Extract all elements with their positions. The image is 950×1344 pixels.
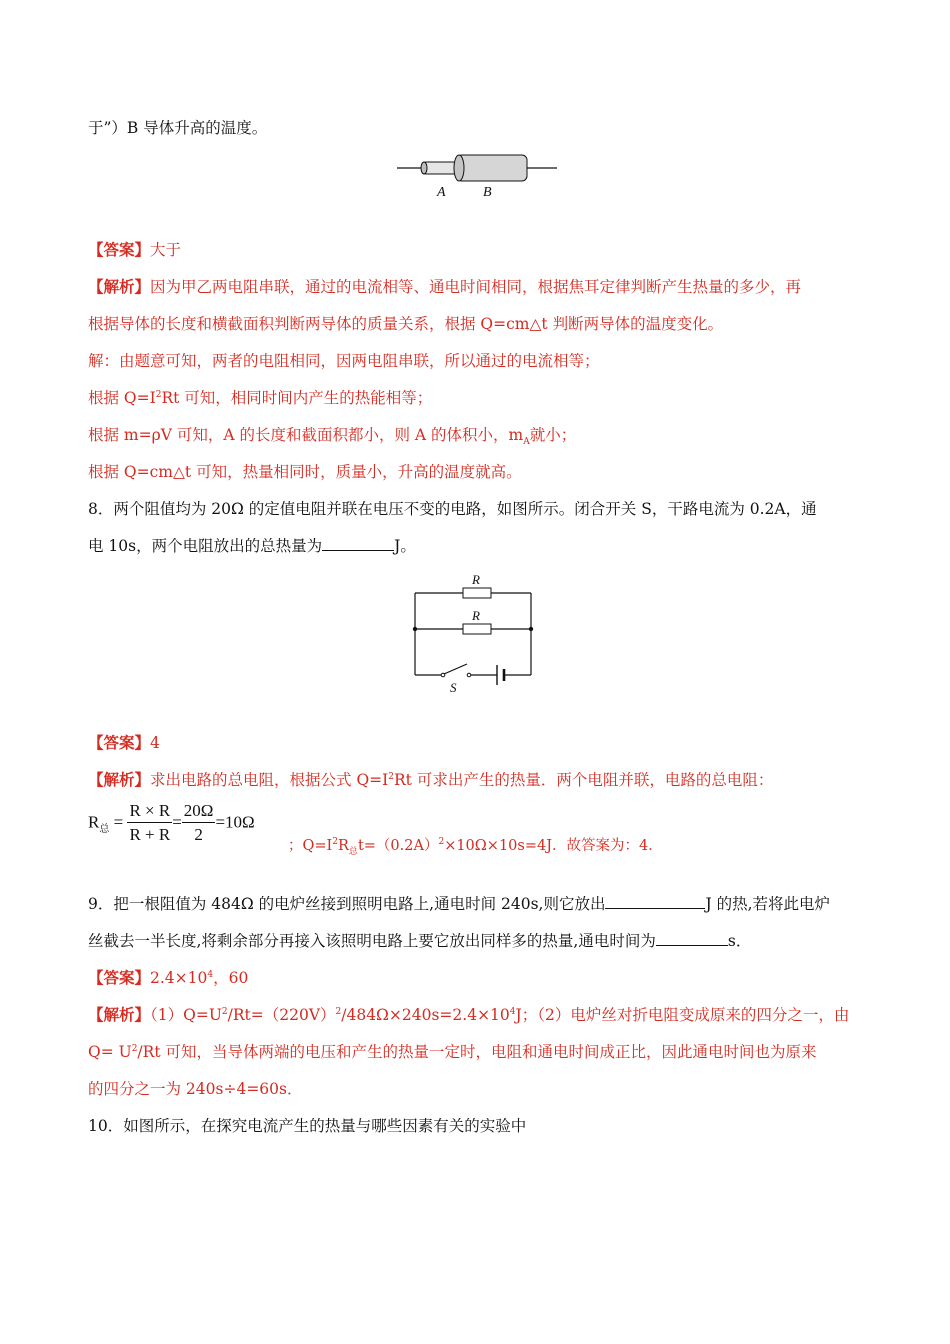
answer-blank — [605, 894, 705, 909]
answer-value: 4 — [150, 734, 160, 752]
conductor-a-end — [421, 162, 427, 174]
superscript: 2 — [131, 1043, 138, 1054]
subscript: 总 — [348, 846, 358, 857]
superscript: 2 — [155, 389, 162, 400]
answer-value: 2.4×10 — [150, 969, 208, 987]
analysis-tag: 【解析】 — [88, 1005, 151, 1024]
answer-7 — [88, 240, 181, 260]
formula-lhs: R — [88, 812, 100, 832]
switch-label: S — [450, 680, 457, 695]
analysis-7-line-2 — [88, 314, 723, 334]
analysis-9-line-1 — [88, 1005, 849, 1025]
analysis-7-line-6 — [88, 462, 522, 482]
label-b: B — [483, 185, 492, 200]
fraction-1-denominator: R + R — [129, 825, 171, 844]
text: Rt 可求出产生的热量．两个电阻并联，电路的总电阻： — [394, 771, 774, 789]
switch-lever — [444, 664, 467, 674]
junction-left — [413, 627, 417, 631]
text: Rt 可知，相同时间内产生的热能相等； — [161, 389, 433, 407]
answer-9 — [88, 968, 248, 988]
question-10 — [88, 1116, 526, 1136]
analysis-9-line-3 — [88, 1079, 302, 1099]
answer-tag: 【答案】 — [88, 240, 151, 259]
text: 丝截去一半长度,将剩余部分再接入该照明电路上要它放出同样多的热量,通电时间为 — [88, 932, 656, 950]
conductor-diagram — [395, 150, 560, 202]
analysis-9-line-2 — [88, 1042, 816, 1062]
question-8-line-2 — [88, 536, 416, 556]
question-9-line-1 — [88, 894, 830, 914]
resistor-top-label: R — [472, 572, 480, 587]
analysis-8-line-2 — [288, 836, 663, 856]
fraction-2-numerator: 20Ω — [182, 800, 216, 823]
formula-equals: = — [113, 812, 124, 832]
answer-value: ，60 — [213, 969, 249, 987]
formula-equals: = — [172, 812, 182, 832]
fraction-2-denominator: 2 — [194, 825, 203, 844]
conductor-b — [457, 155, 527, 181]
text: 根据 m=ρV 可知，A 的长度和截面积都小，则 A 的体积小，m — [88, 426, 524, 444]
total-resistance-formula — [88, 800, 255, 847]
text: 9．把一根阻值为 484Ω 的电炉丝接到照明电路上,通电时间 240s,则它放出 — [88, 895, 606, 913]
text: 8．两个阻值均为 20Ω 的定值电阻并联在电压不变的电路，如图所示。闭合开关 S，干路电流为 0.2A，通 — [88, 500, 817, 518]
text: （1）Q=U — [150, 1006, 222, 1024]
question-8-line-1 — [88, 499, 817, 519]
resistor-middle — [463, 624, 491, 634]
fraction-1-numerator: R × R — [127, 800, 172, 823]
conductor-b-end — [454, 155, 464, 181]
fraction-1 — [127, 800, 172, 847]
formula-rhs: =10Ω — [215, 812, 255, 832]
formula-lhs-sub: 总 — [99, 823, 110, 835]
superscript: 2 — [438, 837, 445, 848]
text: /Rt=（220V） — [227, 1006, 336, 1024]
analysis-8-line-1 — [88, 770, 773, 790]
question-9-line-2 — [88, 931, 751, 951]
text: s． — [727, 932, 752, 950]
text: ×10Ω×10s=4J．故答案为：4． — [444, 838, 663, 854]
text: t=（0.2A） — [357, 838, 439, 854]
fraction-2 — [182, 800, 216, 847]
subscript: A — [523, 437, 530, 448]
analysis-7-line-1 — [88, 277, 801, 297]
text: /Rt 可知，当导体两端的电压和产生的热量一定时，电阻和通电时间成正比，因此通电时间也为原来 — [137, 1043, 817, 1061]
analysis-tag: 【解析】 — [88, 770, 151, 789]
text: ；Q=I — [288, 838, 333, 854]
text: 解：由题意可知，两者的电阻相同，因两电阻串联，所以通过的电流相等； — [88, 352, 600, 370]
answer-blank — [656, 931, 728, 946]
superscript: 2 — [332, 837, 338, 848]
text: R — [338, 838, 349, 854]
superscript: 2 — [335, 1006, 342, 1017]
text: J；（2）电炉丝对折电阻变成原来的四分之一，由 — [515, 1006, 850, 1024]
junction-right — [529, 627, 533, 631]
text: 10．如图所示，在探究电流产生的热量与哪些因素有关的实验中 — [88, 1117, 527, 1135]
text: 根据 Q=I — [88, 389, 156, 407]
superscript: 4 — [509, 1006, 516, 1017]
resistor-top — [463, 588, 491, 598]
text: 因为甲乙两电阻串联，通过的电流相等、通电时间相同，根据焦耳定律判断产生热量的多少，再 — [150, 278, 802, 296]
text: /484Ω×240s=2.4×10 — [341, 1006, 510, 1024]
text: J。 — [394, 537, 416, 555]
superscript: 2 — [388, 771, 394, 782]
text: 根据导体的长度和横截面积判断两导体的质量关系，根据 Q=cm△t 判断两导体的温度变化。 — [88, 315, 724, 333]
parallel-circuit-diagram — [405, 570, 545, 695]
answer-tag: 【答案】 — [88, 733, 151, 752]
text: 于”）B 导体升高的温度。 — [88, 119, 268, 137]
text: 就小； — [529, 426, 577, 444]
text: 的四分之一为 240s÷4=60s． — [88, 1080, 303, 1098]
analysis-7-line-3 — [88, 351, 600, 371]
text-line — [88, 118, 267, 138]
resistor-middle-label: R — [472, 608, 480, 623]
superscript: 4 — [207, 969, 214, 980]
text: 根据 Q=cm△t 可知，热量相同时，质量小，升高的温度就高。 — [88, 463, 522, 481]
answer-tag: 【答案】 — [88, 968, 151, 987]
analysis-7-line-5 — [88, 425, 577, 448]
label-a: A — [437, 185, 446, 200]
answer-blank — [322, 536, 394, 551]
answer-value: 大于 — [150, 241, 182, 259]
answer-8 — [88, 733, 160, 753]
text: 电 10s，两个电阻放出的总热量为 — [88, 537, 323, 555]
text: J 的热,若将此电炉 — [705, 895, 831, 913]
analysis-tag: 【解析】 — [88, 277, 151, 296]
text: 求出电路的总电阻，根据公式 Q=I — [150, 771, 389, 789]
analysis-7-line-4 — [88, 388, 432, 408]
superscript: 2 — [221, 1006, 228, 1017]
text: Q= U — [88, 1043, 132, 1061]
